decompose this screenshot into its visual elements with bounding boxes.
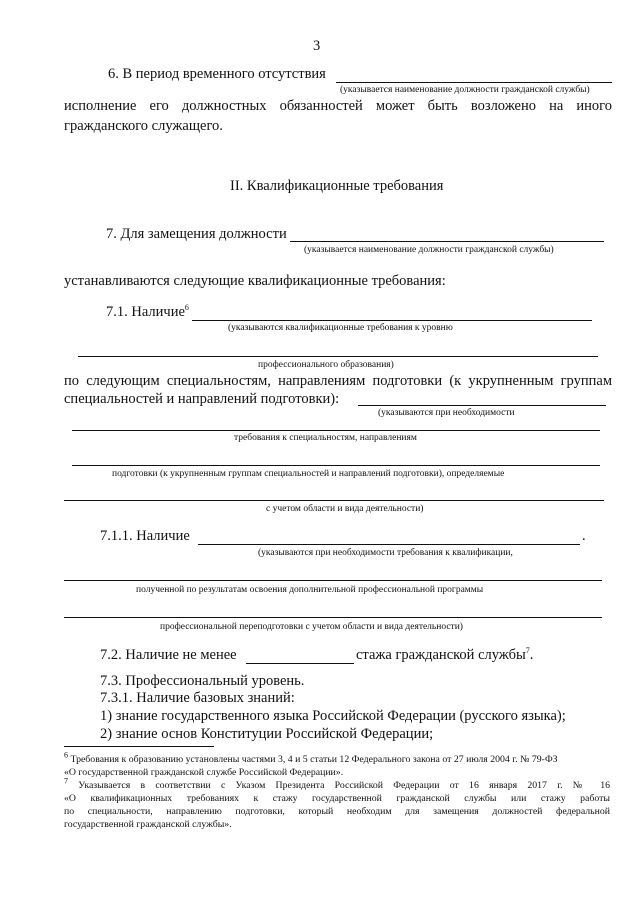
para73-line2: 7.3.1. Наличие базовых знаний: xyxy=(100,690,295,706)
para711-blank-line-2 xyxy=(64,580,602,581)
para711-lead: 7.1.1. Наличие xyxy=(100,528,190,544)
para72-tail-text: стажа гражданской службы xyxy=(356,647,526,663)
footnote-6-line2: «О государственной гражданской службе Российской Федерации». xyxy=(64,767,344,778)
para6-blank-line xyxy=(336,82,612,83)
footnote-6-line1 xyxy=(64,750,558,766)
para73-line4: 2) знание основ Конституции Российской Федерации; xyxy=(100,726,434,742)
para73-line3: 1) знание государственного языка Российской Федерации (русского языка); xyxy=(100,708,566,724)
footnote-ref-7: 7 xyxy=(525,646,530,656)
para71-blank-line-2 xyxy=(78,356,598,357)
para72-tail xyxy=(356,647,533,664)
para711-hint1: (указываются при необходимости требования к квалификации, xyxy=(258,548,513,558)
para71-hint5: подготовки (к укрупненным группам специальностей и направлений подготовки), определяемые xyxy=(112,469,505,479)
footnote-ref-6: 6 xyxy=(184,303,189,313)
para71-hint3: (указываются при необходимости xyxy=(378,408,515,418)
para71-blank-line-5 xyxy=(72,465,600,466)
para71-blank-line-4 xyxy=(72,430,600,431)
para7-lead: 7. Для замещения должности xyxy=(106,226,287,242)
para711-end: . xyxy=(582,528,586,544)
para71-hint1: (указываются квалификационные требования к уровню xyxy=(228,323,453,333)
para73-line1: 7.3. Профессиональный уровень. xyxy=(100,673,305,689)
para72-lead: 7.2. Наличие не менее xyxy=(100,647,237,663)
para71-hint2: профессионального образования) xyxy=(258,360,394,370)
footnote-7-mark: 7 xyxy=(64,776,68,786)
para71-blank-line-1 xyxy=(192,320,592,321)
para71-line-b: специальностей и направлений подготовки): xyxy=(64,391,340,407)
para6-hint: (указывается наименование должности гражданской службы) xyxy=(340,85,590,95)
footnote-7-line4: государственной гражданской службы». xyxy=(64,819,232,830)
para72-end: . xyxy=(529,647,534,663)
para71-blank-line-6 xyxy=(64,500,604,501)
para6-line1: 6. В период временного отсутствия xyxy=(108,66,326,82)
para6-line3: гражданского служащего. xyxy=(64,118,223,134)
footnote-6-mark: 6 xyxy=(64,750,68,760)
para71-blank-line-3 xyxy=(358,405,606,406)
para711-blank-line-3 xyxy=(64,617,602,618)
page-number: 3 xyxy=(313,38,321,54)
footnote-7-text1: Указывается в соответствии с Указом Президента Российской Федерации от 16 января 2017 г. № 16 xyxy=(78,780,611,791)
para711-hint2: полученной по результатам освоения дополнительной профессиональной программы xyxy=(136,585,484,595)
para71-lead xyxy=(106,304,189,321)
para6-line2: исполнение его должностных обязанностей может быть возложено на иного xyxy=(64,98,612,114)
footnote-7-line1 xyxy=(64,776,611,792)
section-title: II. Квалификационные требования xyxy=(230,178,444,194)
footnote-7-line3: по специальности, направлению подготовки, который необходим для замещения должностей федеральной xyxy=(64,806,610,817)
footnote-7-line2: «О квалификационных требованиях к стажу государственной гражданской службы или стажу работы xyxy=(64,793,610,804)
para71-hint6: с учетом области и вида деятельности) xyxy=(266,504,424,514)
para7-hint: (указывается наименование должности гражданской службы) xyxy=(304,245,554,255)
para71-line-a: по следующим специальностям, направлениям подготовки (к укрупненным группам xyxy=(64,373,612,389)
para71-lead-text: 7.1. Наличие xyxy=(106,304,185,320)
para711-blank-line-1 xyxy=(198,544,580,545)
para7-line2: устанавливаются следующие квалификационные требования: xyxy=(64,273,446,289)
para71-hint4: требования к специальностям, направлениям xyxy=(234,433,417,443)
footnote-6-text1: Требования к образованию установлены частями 3, 4 и 5 статьи 12 Федерального закона от 27 июля 2004 г. № 79-ФЗ xyxy=(70,754,558,765)
para7-blank-line xyxy=(290,241,604,242)
footnote-separator xyxy=(64,746,214,747)
para711-hint3: профессиональной переподготовки с учетом области и вида деятельности) xyxy=(160,622,463,632)
para72-blank-line xyxy=(246,663,354,664)
